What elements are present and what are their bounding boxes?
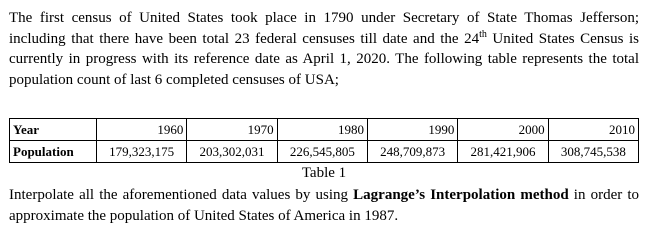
year-cell: 1980	[277, 119, 367, 141]
row-header-population: Population	[10, 141, 97, 163]
population-cell: 179,323,175	[97, 141, 187, 163]
year-cell: 1990	[367, 119, 457, 141]
population-cell: 203,302,031	[187, 141, 277, 163]
year-cell: 2010	[548, 119, 638, 141]
intro-text-part1: The first census of United States took place in 1790 under Secretary of State Thomas Jefferson; including that there have been total 23 federal censuses till date and the 24	[9, 10, 639, 47]
year-cell: 1960	[97, 119, 187, 141]
population-cell: 226,545,805	[277, 141, 367, 163]
intro-text-part2: United States Census is currently in progress with its reference date as April 1, 2020. The following table represents the total population count of last 6 completed censuses of USA;	[9, 30, 639, 88]
table-row-years	[10, 119, 639, 141]
ordinal-superscript: th	[479, 28, 487, 40]
table-row-population	[10, 141, 639, 163]
year-cell: 2000	[458, 119, 548, 141]
table-caption: Table 1	[301, 165, 347, 181]
intro-paragraph	[9, 8, 639, 90]
question-paragraph	[9, 185, 639, 227]
population-cell: 248,709,873	[367, 141, 457, 163]
census-table	[9, 118, 639, 163]
year-cell: 1970	[187, 119, 277, 141]
method-name: Lagrange’s Interpolation method	[353, 187, 569, 203]
population-cell: 281,421,906	[458, 141, 548, 163]
row-header-year: Year	[10, 119, 97, 141]
question-text-part1: Interpolate all the aforementioned data values by using	[9, 187, 354, 203]
question-text-part2: in order to approximate the population of United States of America in 1987.	[9, 187, 640, 224]
population-cell: 308,745,538	[548, 141, 638, 163]
